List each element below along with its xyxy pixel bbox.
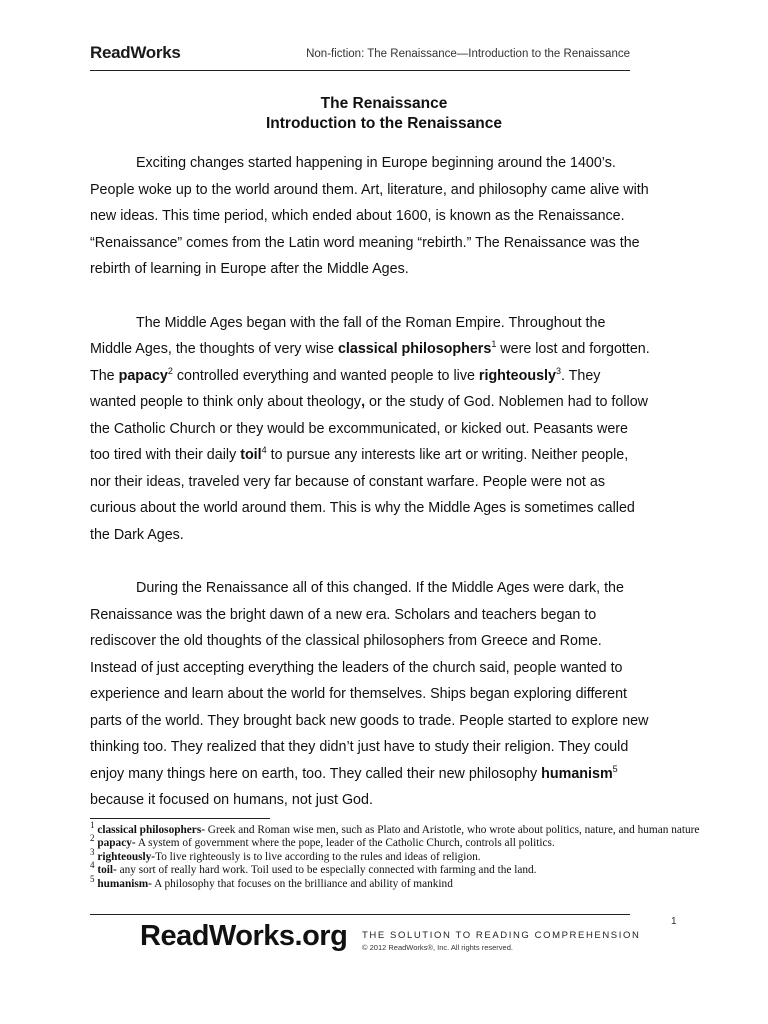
paragraph-2-text-3: controlled everything and wanted people to live: [172, 367, 479, 384]
footnote-ref-4: 4: [261, 445, 267, 456]
footnote-term: classical philosophers-: [97, 824, 205, 836]
term-righteously: righteously: [478, 367, 556, 384]
page-header: [90, 40, 630, 71]
paragraph-3-text-2: because it focused on humans, not just God.: [90, 792, 373, 808]
page-number: 1: [671, 916, 677, 927]
term-classical-philosophers: classical philosophers: [337, 341, 492, 357]
footer-copyright: © 2012 ReadWorks®, Inc. All rights reserved.: [362, 943, 513, 952]
footnotes: [90, 820, 710, 891]
term-papacy: papacy: [118, 367, 168, 384]
footnote-number: 4: [90, 860, 95, 871]
footnote-definition: any sort of really hard work. Toil used to be especially connected with farming and the land.: [116, 864, 537, 877]
footnote-5: [90, 873, 710, 891]
title-line-1: The Renaissance: [320, 95, 448, 112]
footnote-definition: To live righteously is to live according to the rules and ideas of religion.: [155, 850, 481, 863]
paragraph-2-text-1: The Middle Ages began with the fall of the Roman Empire. Throughout the Middle Ages, the thoughts of very wise: [90, 314, 606, 357]
footnote-term: toil-: [97, 864, 117, 877]
paragraph-1-text: Exciting changes started happening in Europe beginning around the 1400’s. People woke up to the world around them. Art, literature, and philosophy came alive with new ideas. This time period, which ended about 1600, is known as the Renaissance. “Renaissance” comes from the Latin word meaning “rebirth.” The Renaissance was the rebirth of learning in Europe after the Middle Ages.: [90, 155, 649, 277]
footer-separator: [90, 914, 630, 915]
header-brand-logo: ReadWorks: [90, 43, 181, 62]
footnote-term: righteously-: [97, 850, 156, 863]
footnote-2: [90, 833, 710, 850]
paragraph-2-text-2: were lost and forgotten. The: [90, 341, 650, 384]
paragraph-2-text-6: to pursue any interests like art or writing. Neither people, nor their ideas, traveled very far because of constant warfare. People were not as curious about the world around them. This is why the Middle Ages is sometimes called the Dark Ages.: [90, 447, 635, 543]
footnote-ref-1: 1: [491, 339, 497, 350]
paragraph-2-text-5: or the study of God. Noblemen had to follow the Catholic Church or they would be excommunicated, or kicked out. Peasants were too tired with their daily: [90, 394, 648, 463]
title-line-2: Introduction to the Renaissance: [266, 115, 502, 132]
footnote-ref-2: 2: [167, 365, 173, 376]
footnote-number: 1: [90, 820, 95, 831]
footnote-number: 3: [90, 847, 95, 858]
footnote-term: papacy-: [97, 837, 136, 850]
header-subtitle: Non-fiction: The Renaissance—Introduction to the Renaissance: [306, 48, 630, 60]
paragraph-2: [90, 310, 650, 549]
footnote-3: [90, 847, 710, 864]
bold-comma: ,: [361, 394, 366, 410]
term-toil: toil: [240, 447, 262, 463]
paragraph-1: [90, 150, 650, 283]
footnote-number: 2: [90, 833, 95, 844]
footnote-separator: [90, 818, 270, 819]
paragraph-3-text-1: During the Renaissance all of this changed. If the Middle Ages were dark, the Renaissance was the bright dawn of a new era. Scholars and teachers began to rediscover the old thoughts of the classical philosophers from Greece and Rome. Instead of just accepting everything the leaders of the church said, people wanted to experience and learn about the world for themselves. Ships began exploring different parts of the world. They brought back new goods to trade. People started to explore new thinking too. They realized that they didn’t just have to study their religion. They could enjoy many things here on earth, too. They called their new philosophy: [90, 580, 649, 782]
footnote-definition: A system of government where the pope, leader of the Catholic Church, controls all politics.: [135, 837, 555, 850]
document-title: [0, 94, 768, 134]
footnote-definition: A philosophy that focuses on the brilliance and ability of mankind: [151, 877, 453, 890]
term-humanism: humanism: [541, 765, 613, 782]
article-body: [90, 150, 650, 841]
footnote-number: 5: [90, 873, 95, 884]
paragraph-2-text-4: . They wanted people to think only about theology: [90, 367, 601, 410]
footnote-4: [90, 860, 710, 877]
paragraph-3: [90, 575, 650, 814]
footer-brand-logo: ReadWorks.org: [140, 920, 348, 952]
footer-tagline: THE SOLUTION TO READING COMPREHENSION: [362, 930, 641, 941]
footnote-term: humanism-: [97, 877, 152, 890]
footnote-ref-5: 5: [612, 763, 618, 774]
footnote-1: [90, 820, 710, 837]
footnote-definition: Greek and Roman wise men, such as Plato and Aristotle, who wrote about politics, nature, and human nature: [204, 824, 700, 836]
footnote-ref-3: 3: [555, 365, 561, 376]
